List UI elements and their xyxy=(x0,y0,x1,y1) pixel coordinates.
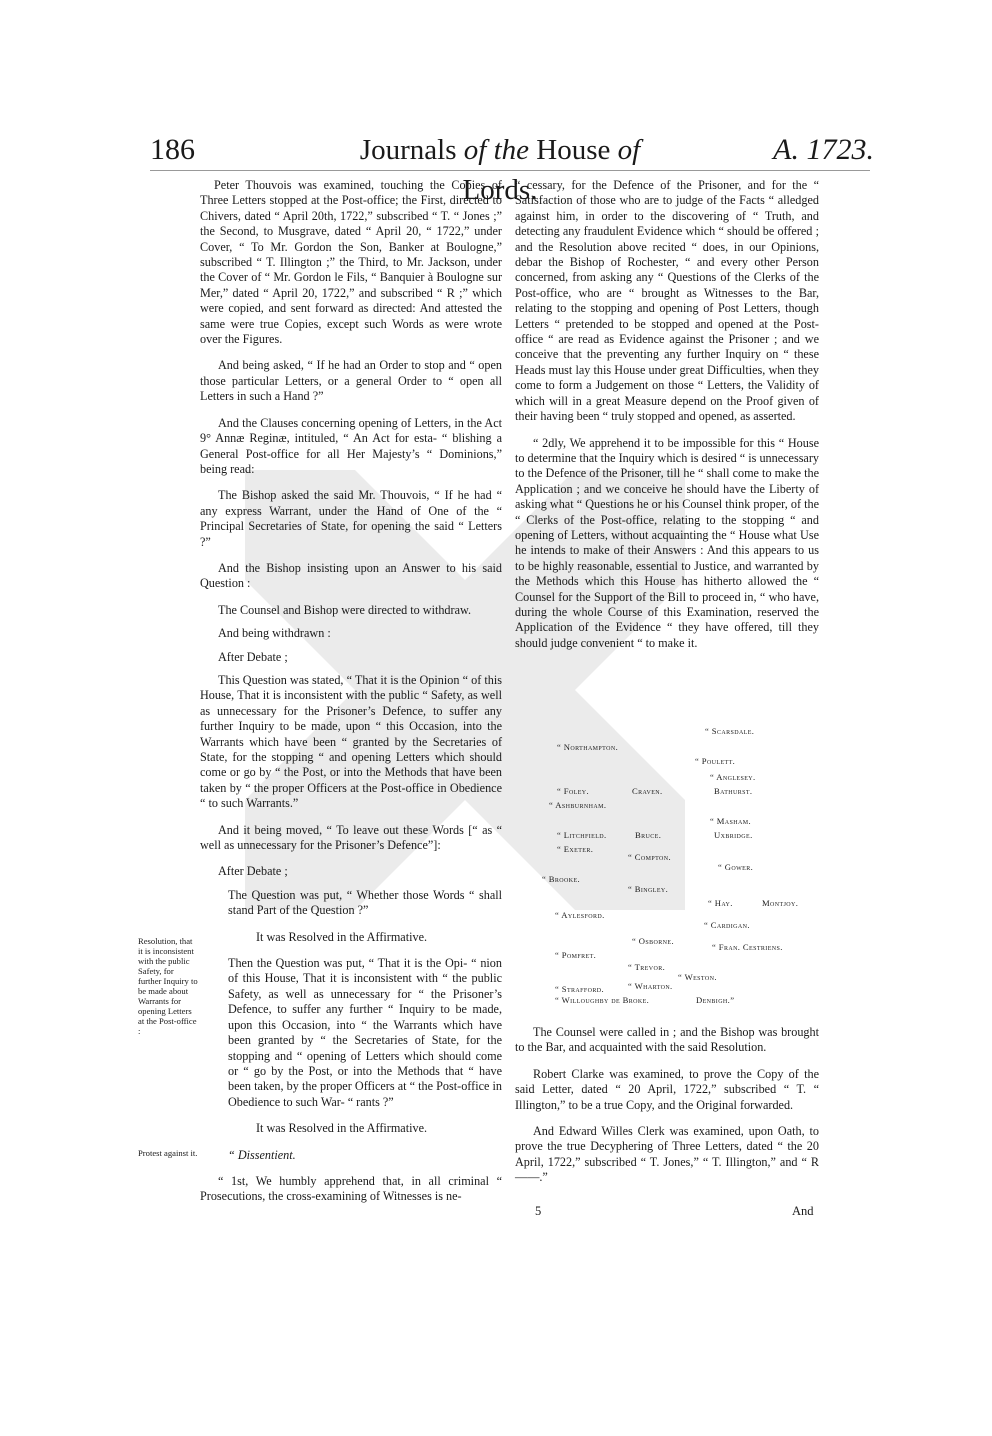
dissentient-heading: “ Dissentient. xyxy=(228,1147,296,1162)
signature: “ Trevor. xyxy=(628,962,666,972)
signature-list xyxy=(515,726,819,994)
signature: “ Aylesford. xyxy=(555,910,605,920)
year-heading: A. 1723. xyxy=(773,133,874,166)
paragraph: And it being moved, “ To leave out these Words [“ as “ well as unnecessary for the Prisoner’s Defence”]: xyxy=(200,822,502,853)
paragraph: “ 1st, We humbly apprehend that, in all criminal “ Prosecutions, the cross-examining of Witnesses is ne- xyxy=(200,1173,502,1204)
title-the: the xyxy=(493,134,529,166)
signature: “ Bingley. xyxy=(628,884,669,894)
title-of: of xyxy=(463,134,487,166)
paragraph: Then the Question was put, “ That it is the Opi- “ nion of this House, That it is inconsistent with “ the public Safety, as well as unnecessary for “ the Prisoner’s Defence, to suffer any further “ Inquiry to be made, upon this Occasion, into “ the Warrants which have been granted by “ the Secretaries of State, for the stopping and “ opening of Letters which should come or “ go by the Post, or into the Methods that “ have been taken, by the proper Officers at “ the Post-office in Obedience to such War- “ rants ?” xyxy=(228,956,502,1109)
right-column xyxy=(515,178,819,662)
paragraph: This Question was stated, “ That it is the Opinion “ of this House, That it is inconsistent with the public “ Safety, as well as unnecessary for the Prisoner’s Defence, to suffer any further Inquiry to be made, upon “ this Occasion, into the Warrants which have been “ granted by the Secretaries of State, for the stopping “ and opening Letters which should come or go by “ the Post, or into the Methods that have been taken by “ the proper Officers at the Post-office in Obedience “ to such Warrants.” xyxy=(200,672,502,811)
signature: Bruce. xyxy=(635,830,662,840)
margin-note-resolution: Resolution, that it is inconsistent with the public Safety, for further Inquiry to be made about Warrants for opening Letters at the Post-office : xyxy=(138,936,198,1036)
signature: “ Brooke. xyxy=(542,874,581,884)
catchword: And xyxy=(792,1204,814,1218)
signature: “ Litchfield. xyxy=(557,830,607,840)
signature: Montjoy. xyxy=(762,898,799,908)
paragraph: And Edward Willes Clerk was examined, upon Oath, to prove the true Decyphering of Three Letters, dated “ the 20 April, 1722,” subscribed “ T. Jones,” “ T. Illington,” and “ R——.” xyxy=(515,1124,819,1185)
paragraph: “ cessary, for the Defence of the Prisoner, and for the “ Satisfaction of those who are to judge of the Facts “ alledged against him, in order to the discovering of “ Truth, and detecting any fraudulent Evidence which “ should be offered ; and the Resolution above recited “ does, in our Opinions, debar the Bishop of Rochester, “ and every other Person concerned, from asking any “ Questions of the Clerks of the Post-office, who are “ brought as Witnesses to the Bar, relating to the stopping and opening of Post Letters, though Letters “ pretended to be stopped and opened at the Post-office “ are read as Evidence against the Prisoner ; and we conceive that the preventing any further Inquiry on “ these Heads must lay this House under great Difficulties, when they come to form a Judgement on those “ Letters, the Validity of which will in a great Measure depend on the Proof given of their having been “ truly stopped and opened, as asserted. xyxy=(515,178,819,424)
paragraph: After Debate ; xyxy=(218,649,288,664)
signature: “ Fran. Cestriens. xyxy=(712,942,783,952)
signature: “ Strafford. xyxy=(555,984,605,994)
running-title xyxy=(330,130,670,206)
signature: “ Scarsdale. xyxy=(705,726,755,736)
signature: Denbigh.” xyxy=(696,995,735,1005)
signature: “ Ashburnham. xyxy=(549,800,607,810)
paragraph: Peter Thouvois was examined, touching the Copies of Three Letters stopped at the Post-office; the First, directed to Chivers, dated “ April 20th, 1722,” subscribed “ T. “ Jones ;” the Second, to Musgrave, dated “ April 20, “ 1722,” under Cover, “ To Mr. Gordon the Son, Banker at Boulogne,” subscribed “ T. Illington ;” the Third, to Mr. Jackson, under the Cover of “ Mr. Gordon le Fils, “ Banquier à Boulogne sur Mer,” dated “ April 20, 1722,” and subscribed “ R ;” which were copied, and sent forward as directed: And attested the same were true Copies, except such Words as were wrote over the Figures. xyxy=(200,178,502,347)
signature: “ Northampton. xyxy=(557,742,619,752)
title-lords: Lords. xyxy=(462,174,538,206)
paragraph: It was Resolved in the Affirmative. xyxy=(256,1121,428,1136)
signature: “ Willoughby de Broke. xyxy=(555,995,650,1005)
page-number: 186 xyxy=(150,133,195,166)
signature: “ Foley. xyxy=(557,786,590,796)
paragraph: Robert Clarke was examined, to prove the Copy of the said Letter, dated “ 20 April, 1722,” subscribed “ T. “ Illington,” to be a true Copy, and the Original forwarded. xyxy=(515,1066,819,1112)
header-rule xyxy=(150,170,870,171)
signature: “ Weston. xyxy=(678,972,717,982)
signature: “ Osborne. xyxy=(632,936,674,946)
signature: “ Gower. xyxy=(718,862,754,872)
paragraph: And being asked, “ If he had an Order to stop and “ open those particular Letters, or a general Order to “ open all Letters in such a Hand ?” xyxy=(200,358,502,404)
signature: “ Hay. xyxy=(708,898,733,908)
paragraph: The Counsel and Bishop were directed to withdraw. xyxy=(218,602,472,617)
signature: “ Compton. xyxy=(628,852,672,862)
signature: “ Poulett. xyxy=(695,756,736,766)
margin-note-protest: Protest against it. xyxy=(138,1148,198,1158)
signature: Uxbridge. xyxy=(714,830,753,840)
signature: “ Exeter. xyxy=(557,844,594,854)
signature: “ Pomfret. xyxy=(555,950,597,960)
paragraph: And being withdrawn : xyxy=(218,626,331,641)
signature: Craven. xyxy=(632,786,663,796)
paragraph: “ 2dly, We apprehend it to be impossible for this “ House to determine that the Inquiry which is desired “ is unnecessary to the Defence of the Prisoner, till he “ shall come to make the Application ; and we conceive he should have the Liberty of asking what “ Questions he or his Counsel think proper, of the “ Clerks of the Post-office, relating to the stopping “ and opening of Letters, without acquainting the “ House what Use he intends to make of their Answers : And this appears to us to be highly reasonable, essential to Justice, and warranted by the Methods which this House has hitherto allowed the “ Counsel for the Support of the Bill to proceed in, “ who have, during the whole Course of this Examination, reserved the Application of the Evidence “ they have offered, till they should judge convenient “ to make it. xyxy=(515,435,819,650)
paragraph: The Question was put, “ Whether those Words “ shall stand Part of the Question ?” xyxy=(228,887,502,918)
signature: “ Wharton. xyxy=(628,981,673,991)
paragraph: The Counsel were called in ; and the Bishop was brought to the Bar, and acquainted with the said Resolution. xyxy=(515,1025,819,1055)
signature: “ Masham. xyxy=(710,816,752,826)
left-column xyxy=(200,178,502,1216)
paragraph: The Bishop asked the said Mr. Thouvois, “ If he had “ any express Warrant, under the Hand of One of the “ Principal Secretaries of State, for opening the said “ Letters ?” xyxy=(200,488,502,549)
signature: Bathurst. xyxy=(714,786,753,796)
paragraph: After Debate ; xyxy=(218,864,288,879)
title-house: House xyxy=(536,134,611,166)
signature-mark: 5 xyxy=(535,1204,542,1218)
paragraph: And the Clauses concerning opening of Letters, in the Act 9° Annæ Reginæ, intituled, “ An Act for esta- “ blishing a General Post-office for all Her Majesty’s “ Dominions,” being read: xyxy=(200,415,502,476)
title-of-2: of xyxy=(617,134,641,166)
title-journals: Journals xyxy=(359,134,457,166)
signature: “ Cardigan. xyxy=(704,920,750,930)
paragraph: It was Resolved in the Affirmative. xyxy=(256,929,428,944)
signature: “ Anglesey. xyxy=(710,772,756,782)
paragraph: And the Bishop insisting upon an Answer to his said Question : xyxy=(200,560,502,591)
